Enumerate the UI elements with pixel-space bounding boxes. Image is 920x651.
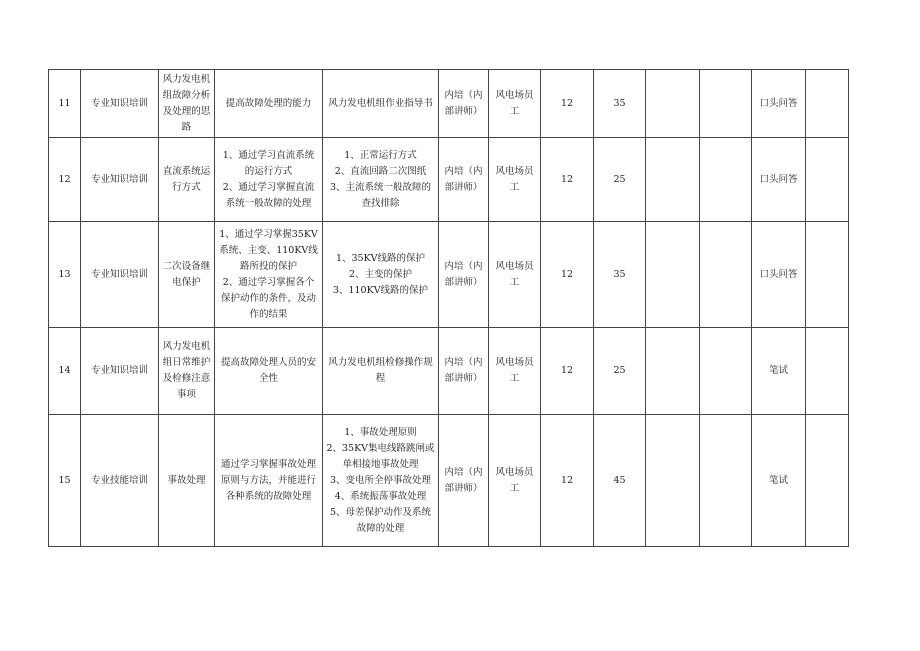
training-people: 25 [594, 138, 646, 222]
training-objective: 提高故障处理人员的安全性 [215, 328, 323, 415]
content-line: 1、事故处理原则 [344, 426, 417, 438]
training-audience: 风电场员工 [489, 70, 541, 138]
table-row [49, 222, 849, 328]
table-row [49, 328, 849, 415]
training-topic: 二次设备继电保护 [159, 222, 215, 328]
training-content [323, 138, 439, 222]
content-line: 5、母差保护动作及系统故障的处理 [329, 506, 432, 534]
objective-line: 1、通过学习直流系统的运行方式 [222, 149, 315, 177]
blank-cell [700, 222, 752, 328]
note-cell [806, 222, 849, 328]
training-audience: 风电场员工 [489, 222, 541, 328]
table-row [49, 138, 849, 222]
training-objective: 通过学习掌握事故处理原则与方法，并能进行各种系统的故障处理 [215, 415, 323, 547]
content-line: 1、正常运行方式 [344, 149, 417, 161]
training-objective [215, 138, 323, 222]
training-plan-table [48, 69, 849, 547]
note-cell [806, 70, 849, 138]
content-line: 2、直流回路二次图纸 [334, 165, 427, 177]
note-cell [806, 328, 849, 415]
blank-cell [646, 415, 700, 547]
assessment-method: 笔试 [752, 415, 806, 547]
row-number: 14 [49, 328, 81, 415]
content-line: 2、35KV集电线路跳闸或单相接地事故处理 [326, 442, 435, 470]
blank-cell [646, 222, 700, 328]
training-content [323, 70, 439, 138]
note-cell [806, 415, 849, 547]
training-topic: 风力发电机组故障分析及处理的思路 [159, 70, 215, 138]
training-topic: 事故处理 [159, 415, 215, 547]
training-method: 内培（内部讲师） [439, 70, 489, 138]
blank-cell [700, 328, 752, 415]
training-topic: 直流系统运行方式 [159, 138, 215, 222]
training-audience: 风电场员工 [489, 415, 541, 547]
training-category: 专业技能培训 [81, 415, 159, 547]
training-people: 25 [594, 328, 646, 415]
training-category: 专业知识培训 [81, 328, 159, 415]
note-cell [806, 138, 849, 222]
assessment-method: 口头问答 [752, 70, 806, 138]
objective-line: 1、通过学习掌握35KV系统、主变、110KV线路所投的保护 [219, 228, 318, 272]
content-line: 3、110KV线路的保护 [332, 284, 429, 296]
training-hours: 12 [541, 70, 594, 138]
assessment-method: 笔试 [752, 328, 806, 415]
content-line: 3、主流系统一般故障的查找排除 [329, 181, 432, 209]
training-audience: 风电场员工 [489, 328, 541, 415]
content-line: 风力发电机组作业指导书 [328, 97, 433, 109]
training-method: 内培（内部讲师） [439, 415, 489, 547]
blank-cell [700, 138, 752, 222]
row-number: 13 [49, 222, 81, 328]
blank-cell [700, 415, 752, 547]
training-hours: 12 [541, 415, 594, 547]
training-content [323, 222, 439, 328]
training-people: 45 [594, 415, 646, 547]
objective-line: 2、通过学习掌握各个保护动作的条件，及动作的结果 [220, 276, 316, 320]
training-audience: 风电场员工 [489, 138, 541, 222]
assessment-method: 口头问答 [752, 222, 806, 328]
training-category: 专业知识培训 [81, 70, 159, 138]
training-people: 35 [594, 70, 646, 138]
training-category: 专业知识培训 [81, 222, 159, 328]
training-objective: 提高故障处理的能力 [215, 70, 323, 138]
row-number: 12 [49, 138, 81, 222]
blank-cell [646, 138, 700, 222]
training-method: 内培（内部讲师） [439, 222, 489, 328]
training-method: 内培（内部讲师） [439, 138, 489, 222]
training-hours: 12 [541, 222, 594, 328]
assessment-method: 口头问答 [752, 138, 806, 222]
content-line: 风力发电机组检修操作规程 [328, 357, 433, 384]
training-hours: 12 [541, 138, 594, 222]
training-topic: 风力发电机组日常维护及检修注意事项 [159, 328, 215, 415]
blank-cell [700, 70, 752, 138]
table-row [49, 415, 849, 547]
training-hours: 12 [541, 328, 594, 415]
training-objective [215, 222, 323, 328]
training-content [323, 328, 439, 415]
objective-line: 2、通过学习掌握直流系统一般故障的处理 [222, 181, 315, 209]
content-line: 2、主变的保护 [348, 268, 413, 280]
blank-cell [646, 328, 700, 415]
blank-cell [646, 70, 700, 138]
training-category: 专业知识培训 [81, 138, 159, 222]
training-content [323, 415, 439, 547]
content-line: 3、变电所全停事故处理 [329, 474, 432, 486]
training-people: 35 [594, 222, 646, 328]
row-number: 15 [49, 415, 81, 547]
content-line: 4、系统振荡事故处理 [334, 490, 427, 502]
row-number: 11 [49, 70, 81, 138]
content-line: 1、35KV线路的保护 [335, 252, 426, 264]
table-row [49, 70, 849, 138]
training-method: 内培（内部讲师） [439, 328, 489, 415]
